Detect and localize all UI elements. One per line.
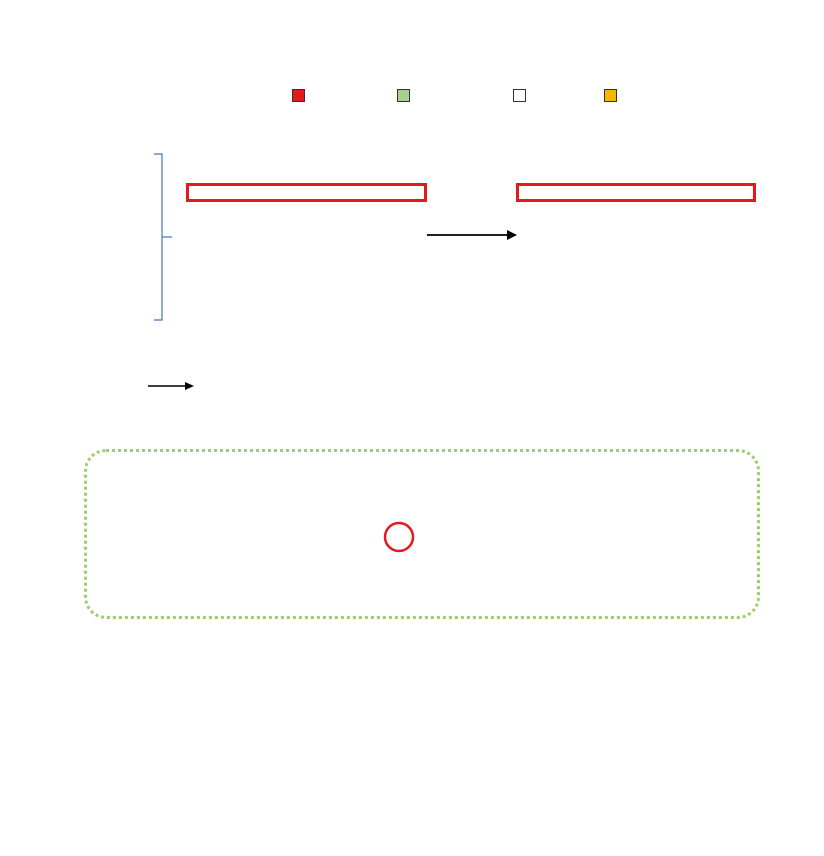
red-circle-marker bbox=[380, 518, 420, 558]
legend-swatch-white bbox=[513, 89, 526, 102]
legend-item-0 bbox=[513, 86, 538, 104]
legend-swatch-orange bbox=[604, 89, 617, 102]
bracket bbox=[150, 150, 180, 330]
legend-item-1 bbox=[604, 86, 629, 104]
legend-item-minus1 bbox=[397, 86, 422, 104]
arrow-icon bbox=[425, 225, 520, 245]
box-line-1 bbox=[104, 463, 108, 478]
box-line-2 bbox=[104, 482, 114, 497]
row-highlight-right bbox=[516, 183, 756, 202]
legend-swatch-red bbox=[292, 89, 305, 102]
legend-item-2 bbox=[292, 86, 317, 104]
small-arrow-icon bbox=[146, 379, 198, 393]
row-highlight-left bbox=[186, 183, 427, 202]
explanation-box bbox=[84, 449, 760, 619]
legend-swatch-green bbox=[397, 89, 410, 102]
